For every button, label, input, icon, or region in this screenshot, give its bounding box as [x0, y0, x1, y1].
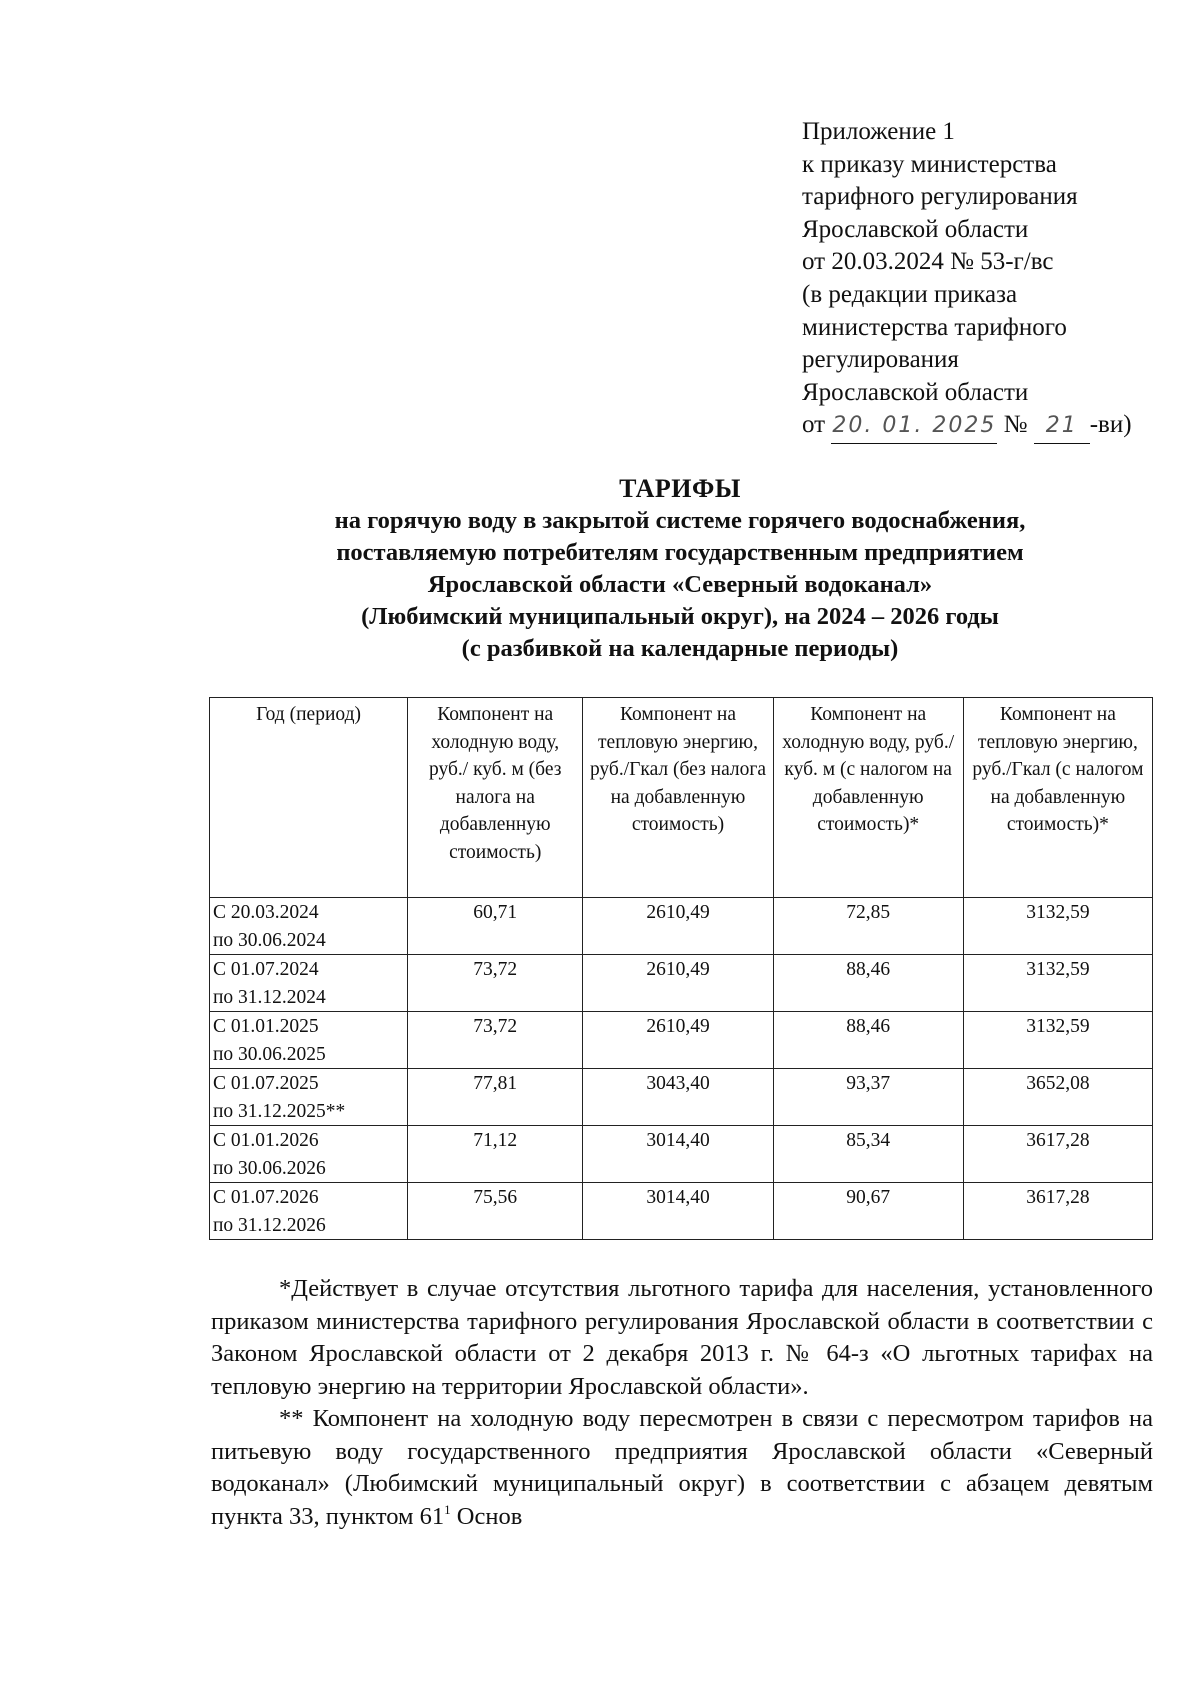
amendment-suffix: -ви): [1089, 411, 1132, 439]
tariffs-table: [209, 697, 1153, 1240]
approval-line: Ярославской области: [802, 215, 1029, 243]
footnote-superscript: 1: [444, 1501, 451, 1517]
approval-line: к приказу министерства: [802, 150, 1057, 178]
title-subline: (с разбивкой на календарные периоды): [461, 635, 899, 662]
period-cell: [210, 1126, 408, 1183]
footnote-cold-water-revision: [211, 1403, 1153, 1533]
period-cell: [210, 898, 408, 955]
cold-water-vat-cell: 72,85: [773, 898, 963, 955]
heat-energy-no-vat-cell: 2610,49: [583, 1012, 773, 1069]
header-heat-energy-no-vat: Компонент на тепловую энергию, руб./Гкал (без налога на добавленную стоимость): [583, 698, 773, 898]
period-from: С 01.07.2026: [213, 1187, 319, 1208]
header-cold-water-no-vat: Компонент на холодную воду, руб./ куб. м (без налога на добавленную стоимость): [408, 698, 583, 898]
title-main: ТАРИФЫ: [619, 474, 741, 503]
header-cold-water-with-vat: Компонент на холодную воду, руб./ куб. м (с налогом на добавленную стоимость)*: [773, 698, 963, 898]
approval-line: (в редакции приказа: [802, 280, 1018, 308]
cold-water-vat-cell: 93,37: [773, 1069, 963, 1126]
footnotes: [211, 1273, 1153, 1533]
table-row: [210, 1183, 1153, 1240]
approval-line: от 20.03.2024 № 53-г/вс: [802, 248, 1054, 276]
period-to: по 31.12.2026: [213, 1214, 326, 1236]
footnote-text: ** Компонент на холодную воду пересмотрен в связи с пересмотром тарифов на питьевую воду государственного предприятия Ярославской области «Северный водоканал» (Любимский муниципальный округ) в соответствии с абзацем девятым пункта 33, пунктом 61: [211, 1405, 1153, 1530]
table-row: [210, 955, 1153, 1012]
cold-water-no-vat-cell: 75,56: [408, 1183, 583, 1240]
title-subline: поставляемую потребителям государственным предприятием: [336, 539, 1024, 566]
period-to: по 30.06.2026: [213, 1157, 326, 1179]
cold-water-vat-cell: 85,34: [773, 1126, 963, 1183]
handwritten-amendment-number: 21: [1034, 410, 1090, 444]
period-from: С 01.01.2025: [213, 1016, 319, 1037]
period-from: С 01.01.2026: [213, 1130, 319, 1151]
heat-energy-vat-cell: 3652,08: [963, 1069, 1152, 1126]
heat-energy-vat-cell: 3132,59: [963, 1012, 1152, 1069]
title-subline: (Любимский муниципальный округ), на 2024 – 2026 годы: [361, 603, 999, 630]
period-to: по 31.12.2024: [213, 986, 326, 1008]
period-from: С 01.07.2025: [213, 1073, 319, 1094]
approval-line: Приложение 1: [802, 118, 955, 145]
document-title: [200, 473, 1160, 665]
cold-water-vat-cell: 88,46: [773, 955, 963, 1012]
cold-water-no-vat-cell: 73,72: [408, 955, 583, 1012]
cold-water-no-vat-cell: 77,81: [408, 1069, 583, 1126]
handwritten-amendment-date: 20. 01. 2025: [831, 410, 997, 444]
footnote-tail: Основ: [450, 1502, 523, 1530]
title-subline: на горячую воду в закрытой системе горячего водоснабжения,: [334, 507, 1026, 534]
table-header-row: [210, 698, 1153, 898]
heat-energy-vat-cell: 3132,59: [963, 955, 1152, 1012]
title-subline: Ярославской области «Северный водоканал»: [427, 571, 933, 598]
approval-line: регулирования: [802, 346, 959, 374]
heat-energy-no-vat-cell: 3014,40: [583, 1183, 773, 1240]
heat-energy-vat-cell: 3617,28: [963, 1126, 1152, 1183]
period-from: С 20.03.2024: [213, 902, 319, 923]
heat-energy-vat-cell: 3132,59: [963, 898, 1152, 955]
period-cell: [210, 1183, 408, 1240]
cold-water-no-vat-cell: 73,72: [408, 1012, 583, 1069]
approval-line: Ярославской области: [802, 378, 1029, 406]
period-from: С 01.07.2024: [213, 959, 319, 980]
heat-energy-vat-cell: 3617,28: [963, 1183, 1152, 1240]
period-to: по 31.12.2025**: [213, 1100, 346, 1122]
heat-energy-no-vat-cell: 3014,40: [583, 1126, 773, 1183]
table-row: [210, 1126, 1153, 1183]
heat-energy-no-vat-cell: 2610,49: [583, 898, 773, 955]
heat-energy-no-vat-cell: 2610,49: [583, 955, 773, 1012]
heat-energy-no-vat-cell: 3043,40: [583, 1069, 773, 1126]
period-to: по 30.06.2025: [213, 1043, 326, 1065]
amendment-prefix: от: [802, 411, 826, 439]
number-sign: №: [1003, 411, 1028, 439]
approval-line: министерства тарифного: [802, 313, 1067, 341]
amendment-line: [802, 409, 1132, 444]
period-cell: [210, 1012, 408, 1069]
table-row: [210, 898, 1153, 955]
table-row: [210, 1012, 1153, 1069]
approval-line: тарифного регулирования: [802, 183, 1078, 211]
header-period: Год (период): [210, 698, 408, 898]
table-row: [210, 1069, 1153, 1126]
cold-water-vat-cell: 88,46: [773, 1012, 963, 1069]
cold-water-no-vat-cell: 60,71: [408, 898, 583, 955]
period-to: по 30.06.2024: [213, 929, 326, 951]
period-cell: [210, 955, 408, 1012]
period-cell: [210, 1069, 408, 1126]
cold-water-no-vat-cell: 71,12: [408, 1126, 583, 1183]
approval-stamp-block: [802, 116, 1132, 444]
cold-water-vat-cell: 90,67: [773, 1183, 963, 1240]
header-heat-energy-with-vat: Компонент на тепловую энергию, руб./Гкал (с налогом на добавленную стоимость)*: [963, 698, 1152, 898]
footnote-vat: *Действует в случае отсутствия льготного тарифа для населения, установленного приказом министерства тарифного регулирования Ярославской области в соответствии с Законом Ярославской области от 2 декабря 2013 г. № 64-з «О льготных тарифах на тепловую энергию на территории Ярославской области».: [211, 1275, 1153, 1400]
